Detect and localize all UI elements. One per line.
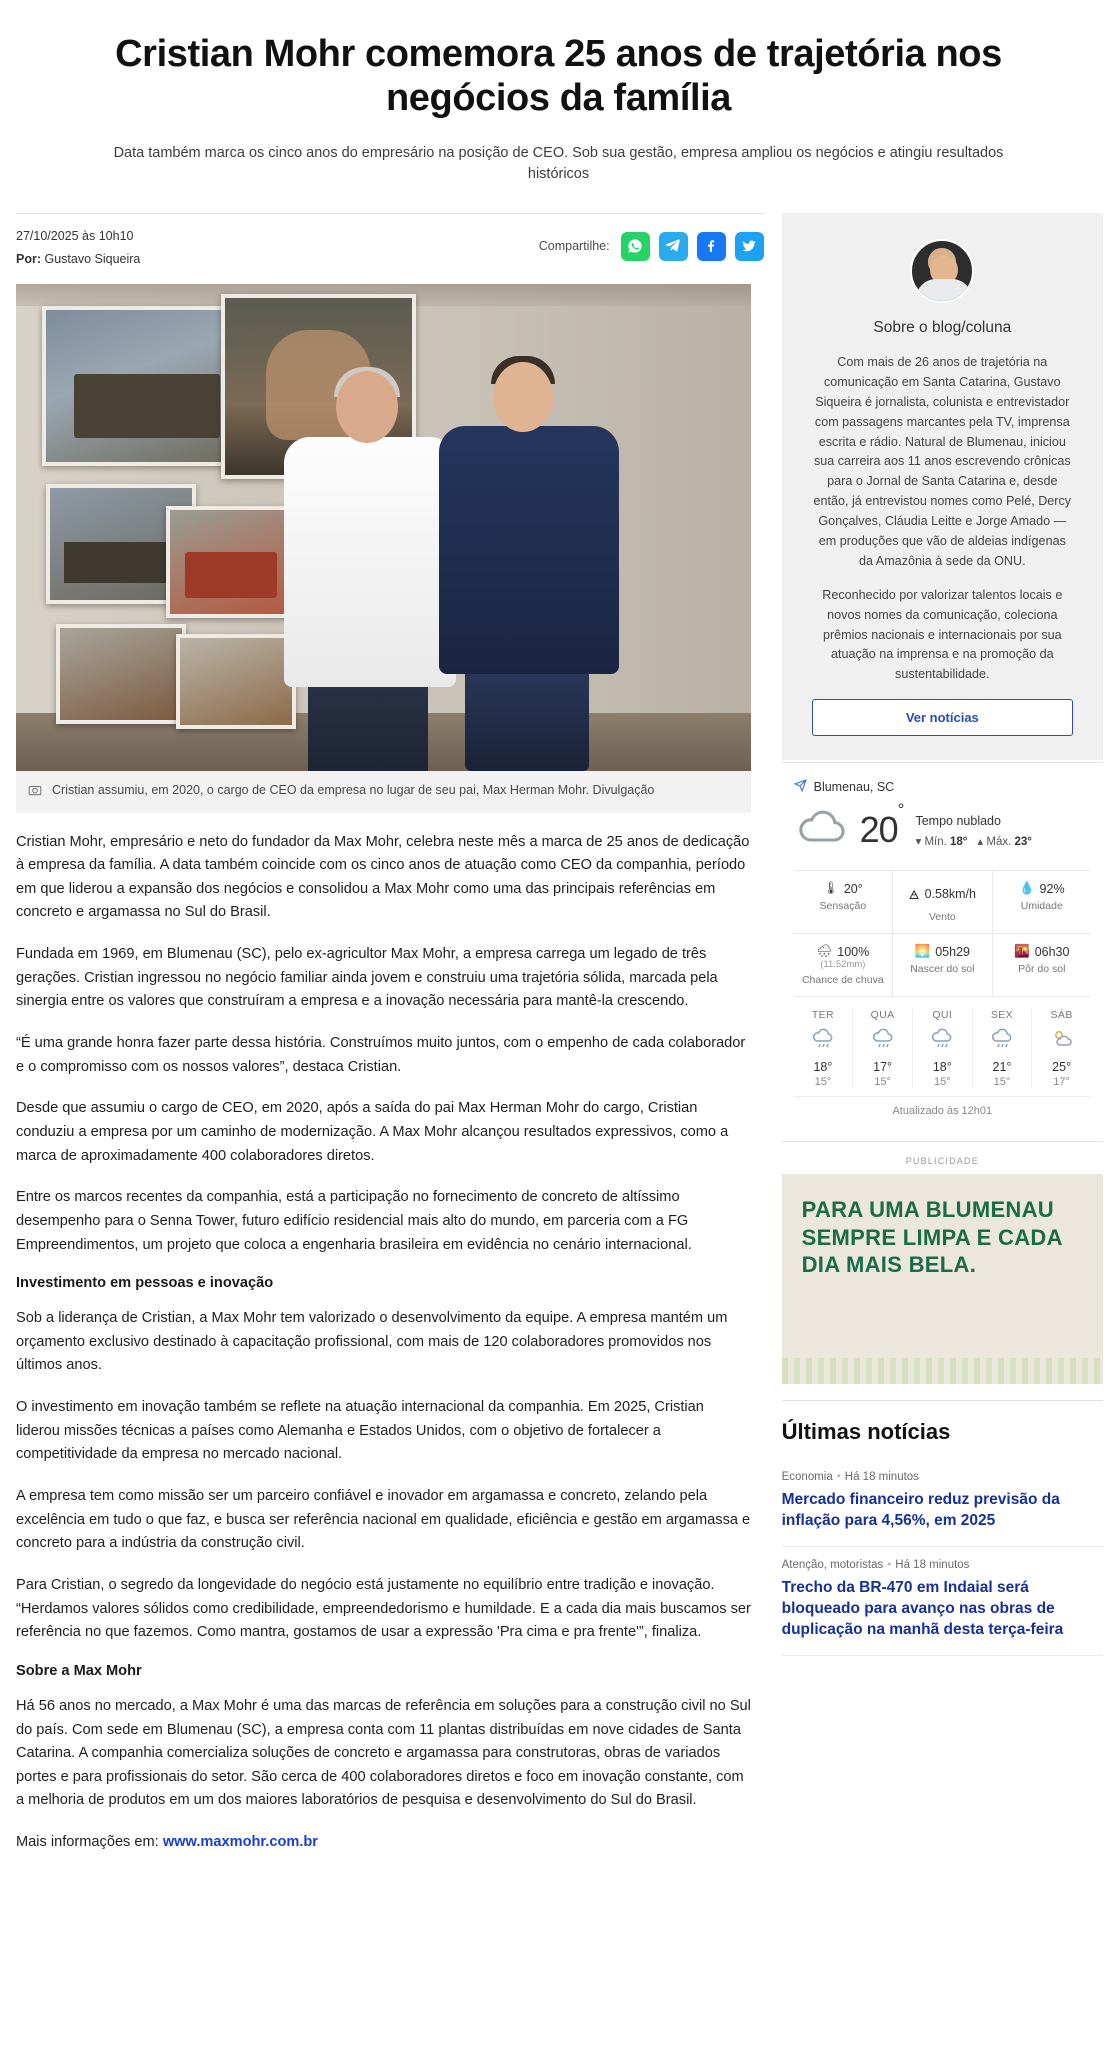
share-twitter-button[interactable] — [735, 232, 764, 261]
weather-location-label: Blumenau, SC — [813, 780, 895, 795]
sunset-icon: 🌇 — [1014, 944, 1030, 959]
more-info-line — [16, 1831, 751, 1855]
paragraph: A empresa tem como missão ser um parceiro confiável e inovador em argamassa e concreto, zelando pela excelência em tudo o que faz, e busca ser referência nacional em qualidade, eficiência e gestão em argamassa e concreto para a indústria da construção civil. — [16, 1488, 751, 1552]
image-caption — [16, 771, 751, 812]
news-category: Economia — [781, 1471, 833, 1484]
wind-icon: 🜁 — [908, 888, 920, 903]
section-heading: Sobre a Max Mohr — [16, 1662, 142, 1679]
paragraph: “É uma grande honra fazer parte dessa história. Construímos muito juntos, com o empenho de cada colaborador e o compromisso com os nossos valores”, destaca Cristian. — [16, 1035, 746, 1075]
weather-stat-sensacao: 🌡 20° Sensação — [819, 881, 867, 913]
share-telegram-button[interactable] — [659, 232, 688, 261]
more-info-label: Mais informações em: — [16, 1834, 159, 1851]
news-headline[interactable]: Trecho da BR-470 em Indaial será bloqueado para avanço nas obras de duplicação na manhã desta terça-feira — [781, 1579, 1064, 1638]
byline — [16, 249, 140, 270]
paragraph: Entre os marcos recentes da companhia, está a participação no fornecimento de concreto de altíssimo desempenho para o Senna Tower, futuro edifício residencial mais alto do mundo, em parceria com a FG Empreendimentos, um projeto que coloca a engenharia brasileira em evidência no cenário internacional. — [16, 1189, 692, 1253]
telegram-icon — [665, 238, 681, 254]
content-columns — [0, 185, 1117, 1873]
article-body — [16, 813, 751, 1855]
share-whatsapp-button[interactable] — [621, 232, 650, 261]
framed-photo — [56, 624, 186, 724]
forecast-day: SÁB 25° 17° — [1031, 1009, 1091, 1088]
blog-card-title: Sobre o blog/coluna — [873, 318, 1012, 336]
degree-symbol: ° — [897, 799, 904, 819]
sidebar — [782, 213, 1103, 1656]
blog-paragraph: Com mais de 26 anos de trajetória na comunicação em Santa Catarina, Gustavo Siqueira é jornalista, colunista e entrevistador com passagens marcantes pela TV, imprensa escrita e rádio. Natural de Blumenau, iniciou sua carreira aos 11 anos escrevendo crônicas para o Jornal de Santa Catarina e, desde então, já entrevistou nomes como Pelé, Dercy Gonçalves, Cláudia Leitte e Jorge Amado — em produções que vão de aldeias indígenas da Amazônia à sede da ONU. — [813, 354, 1072, 568]
paragraph: Desde que assumiu o cargo de CEO, em 2020, após a saída do pai Max Herman Mohr do cargo, Cristian conduziu a empresa por um caminho de modernização. A Max Mohr alcançou resultados expressivos, como a marca de aproximadamente 400 colaboradores diretos. — [16, 1100, 729, 1164]
section-heading: Investimento em pessoas e inovação — [16, 1275, 274, 1292]
news-category: Atenção, motoristas — [781, 1559, 884, 1572]
hero-image — [16, 284, 751, 771]
paragraph: Cristian Mohr, empresário e neto do fundador da Max Mohr, celebra neste mês a marca de 25 anos de dedicação à empresa da família. A data também coincide com os cinco anos de atuação como CEO da companhia, período em que liderou a expansão dos negócios e consolidou a Max Mohr como uma das principais referências em concreto e argamassa no Sul do Brasil. — [16, 833, 750, 921]
main-column — [14, 213, 766, 1873]
news-meta: Economia • Há 18 minutos — [781, 1471, 919, 1484]
news-time: Há 18 minutos — [844, 1471, 919, 1484]
article-subheadline: Data também marca os cinco anos do empresário na posição de CEO. Sob sua gestão, empresa ampliou os negócios e atingiu resultados históricos — [113, 144, 1004, 182]
facebook-icon — [703, 238, 719, 254]
forecast-day: QUA 17° 15° — [852, 1009, 912, 1088]
framed-photo — [166, 506, 296, 618]
share-facebook-button[interactable] — [697, 232, 726, 261]
hero-figure — [16, 284, 764, 812]
article-meta — [16, 226, 140, 271]
sunrise-icon: 🌅 — [914, 944, 931, 959]
twitter-icon — [741, 238, 757, 254]
list-item[interactable] — [782, 1459, 1103, 1547]
paragraph: O investimento em inovação também se reflete na atuação internacional da companhia. Em 2025, Cristian liderou missões técnicas a países como Alemanha e Estados Unidos, com o objetivo de fortalecer a competitividade da empresa no mercado nacional. — [16, 1399, 704, 1463]
forecast-day: QUI 18° 15° — [912, 1009, 972, 1088]
share-block — [539, 226, 764, 261]
rain-icon — [973, 1027, 1032, 1056]
forecast-day: SEX 21° 15° — [972, 1009, 1032, 1088]
max-mohr-link[interactable]: www.maxmohr.com.br — [162, 1834, 318, 1851]
weather-stats-row-2 — [794, 934, 1091, 997]
latest-news-title: Últimas notícias — [781, 1419, 951, 1445]
weather-stat-vento: 🜁 0.58km/h Vento — [892, 871, 991, 933]
rain-icon — [853, 1027, 912, 1056]
news-time: Há 18 minutos — [895, 1559, 970, 1572]
weather-stats-row — [794, 870, 1091, 934]
camera-icon — [28, 783, 42, 802]
author-name: Gustavo Siqueira — [44, 252, 141, 267]
advertisement-block — [782, 1141, 1103, 1384]
paragraph: Fundada em 1969, em Blumenau (SC), pelo ex-agricultor Max Mohr, a empresa carrega um legado de três gerações. Cristian ingressou no negócio familiar ainda jovem e construiu uma trajetória sólida, marcada pela sinergia entre os valores que construíram a empresa e a inovação necessária para mantê-la crescendo. — [16, 946, 718, 1010]
share-label: Compartilhe: — [538, 239, 610, 254]
weather-stat-nascer-sol: 🌅 05h29 Nascer do sol — [892, 934, 991, 996]
blog-card — [782, 213, 1103, 760]
location-pin-icon — [794, 779, 807, 795]
droplet-icon: 💧 — [1018, 881, 1035, 896]
blog-card-text — [812, 353, 1073, 685]
forecast-day: TER 18° 15° — [794, 1009, 853, 1088]
weather-max: ▴ Máx. 23° — [977, 835, 1032, 848]
weather-stat-chuva: 🌧 100% (11.52mm) Chance de chuva — [801, 944, 884, 987]
news-meta: Atenção, motoristas • Há 18 minutos — [781, 1559, 970, 1572]
ver-noticias-button[interactable]: Ver notícias — [812, 699, 1073, 736]
paragraph: Há 56 anos no mercado, a Max Mohr é uma das marcas de referência em soluções para a construção civil no Sul do país. Com sede em Blumenau (SC), a empresa conta com 11 plantas distribuídas em nove cidades de Santa Catarina. A companhia comercializa soluções de concreto e argamassa para construtoras, obras de variados portes e para profissionais do setor. São cerca de 400 colaboradores diretos e foco em inovação constante, com a melhoria de produtos em um dos maiores laboratórios de pesquisa e desenvolvimento do Sul do Brasil. — [16, 1697, 751, 1809]
paragraph: Para Cristian, o segredo da longevidade do negócio está justamente no equilíbrio entre tradição e inovação. “Herdamos valores sólidos como credibilidade, empreendedorismo e humildade. E a cada dia mais buscamos ser referência no que fazemos. Como mantra, gostamos de usar a expressão 'Pra cima e pra frente'”, finaliza. — [16, 1576, 751, 1641]
news-headline[interactable]: Mercado financeiro reduz previsão da inflação para 4,56%, em 2025 — [781, 1491, 1060, 1530]
blog-paragraph: Reconhecido por valorizar talentos locais e novos nomes da comunicação, coleciona prêmios nacionais e internacionais por sua atuação na imprensa e na promoção da sustentabilidade. — [822, 587, 1063, 682]
list-item[interactable] — [782, 1547, 1103, 1656]
latest-news-section — [782, 1400, 1103, 1656]
cloud-icon — [796, 801, 848, 858]
weather-stat-por-sol: 🌇 06h30 Pôr do sol — [992, 934, 1091, 996]
weather-min: ▾ Mín. 18° — [915, 835, 968, 848]
weather-condition: Tempo nublado — [915, 813, 1001, 828]
temperature-value: 20 — [859, 808, 898, 850]
article-meta-row — [16, 213, 764, 271]
whatsapp-icon — [627, 238, 643, 254]
weather-minmax — [915, 834, 1031, 848]
weather-temperature — [859, 799, 904, 851]
ad-decoration — [782, 1358, 1103, 1384]
ad-text: PARA UMA BLUMENAU SEMPRE LIMPA E CADA DIA MAIS BELA. — [801, 1197, 1062, 1278]
weather-updated: Atualizado às 12h01 — [794, 1096, 1091, 1131]
thermometer-icon: 🌡 — [822, 881, 839, 896]
paragraph: Sob a liderança de Cristian, a Max Mohr tem valorizado o desenvolvimento da equipe. A empresa mantém um orçamento exclusivo destinado à capacitação profissional, com mais de 120 colaboradores promovidos nos últimos anos. — [16, 1310, 728, 1374]
page-title: Cristian Mohr comemora 25 anos de trajetória nos negócios da família — [115, 33, 1002, 120]
article-header — [0, 0, 1117, 185]
publish-date: 27/10/2025 às 10h10 — [16, 228, 134, 243]
weather-stat-umidade: 💧 92% Umidade — [992, 871, 1091, 933]
avatar — [910, 239, 974, 303]
ad-banner[interactable] — [782, 1174, 1103, 1384]
rain-icon — [794, 1027, 853, 1056]
person-right — [431, 356, 631, 771]
rain-icon: 🌧 — [816, 944, 833, 959]
weather-widget — [782, 762, 1103, 1141]
caption-text: Cristian assumiu, em 2020, o cargo de CEO da empresa no lugar de seu pai, Max Herman Mohr. Divulgação — [52, 783, 655, 798]
weather-current — [794, 801, 1091, 858]
ad-label: PUBLICIDADE — [905, 1156, 979, 1167]
sun-cloud-icon — [1032, 1027, 1091, 1056]
weather-forecast — [794, 997, 1091, 1096]
weather-location — [794, 779, 1091, 795]
byline-prefix: Por: — [16, 252, 41, 267]
rain-icon — [913, 1027, 972, 1056]
